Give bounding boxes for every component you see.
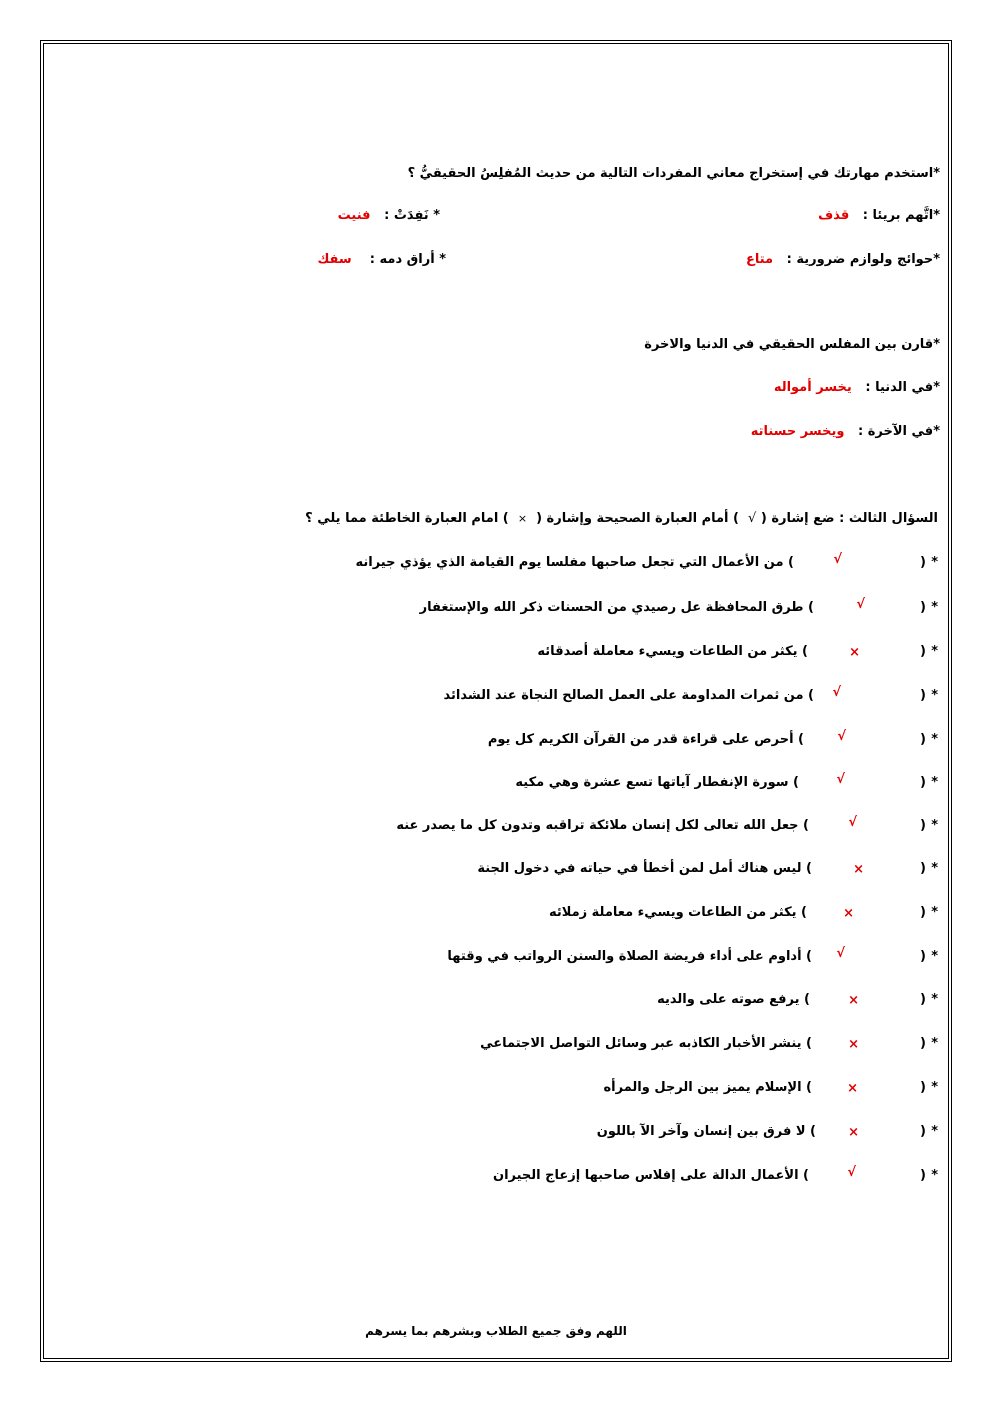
bullet-star: * xyxy=(931,949,938,964)
vocab-answer: قذف xyxy=(818,208,850,223)
close-paren: ) xyxy=(801,949,812,964)
close-paren: ) xyxy=(793,732,804,747)
check-symbol: √ xyxy=(748,511,757,526)
close-paren: ) xyxy=(805,1124,816,1139)
check-mark-icon: √ xyxy=(833,552,842,567)
close-paren: ) xyxy=(797,644,808,659)
open-paren: ( xyxy=(920,818,926,833)
open-paren: ( xyxy=(920,555,926,570)
vocab-term: *حوائج ولوازم ضرورية : xyxy=(786,252,940,267)
statement-text xyxy=(493,1168,809,1183)
statement-text xyxy=(537,644,808,659)
vocab-term: * نَفِدَتْ : xyxy=(384,208,440,223)
close-paren: ) xyxy=(803,688,814,703)
statement-label: يكثر من الطاعات ويسيء معاملة أصدقائه xyxy=(537,644,798,659)
compare-label: *في الآخرة : xyxy=(858,424,940,439)
statement-label: يكثر من الطاعات ويسيء معاملة زملائه xyxy=(548,905,797,920)
close-paren: ) xyxy=(783,555,794,570)
close-paren: ) xyxy=(801,1036,812,1051)
close-paren: ) xyxy=(803,600,814,615)
vocab-question: *استخدم مهارتك في إستخراج معاني المفردات التالية من حديث المُفلِسُ الحقيقيُّ ؟ xyxy=(407,166,940,181)
bullet-star: * xyxy=(931,861,938,876)
statement-label: الأعمال الدالة على إفلاس صاحبها إزعاج الجيران xyxy=(492,1168,799,1183)
bullet-star: * xyxy=(931,1124,938,1139)
statement-label: أداوم على أداء فريضة الصلاة والسنن الرواتب في وقتها xyxy=(447,949,802,964)
vocab-item-3 xyxy=(746,252,940,267)
open-paren: ( xyxy=(920,688,926,703)
cross-mark-icon: × xyxy=(847,1081,858,1096)
statement-label: أحرص على قراءة قدر من القرآن الكريم كل يوم xyxy=(487,732,794,747)
statement-label: جعل الله تعالى لكل إنسان ملائكة تراقبه وتدون كل ما يصدر عنه xyxy=(396,818,799,833)
close-paren: ) xyxy=(798,1168,809,1183)
close-paren: ) xyxy=(801,861,812,876)
open-paren: ( xyxy=(920,861,926,876)
statement-text xyxy=(356,555,795,570)
open-paren: ( xyxy=(920,905,926,920)
statement-text xyxy=(597,1124,816,1139)
statement-label: لا فرق بين إنسان وآخر الآ باللون xyxy=(596,1124,806,1139)
vocab-item-2 xyxy=(338,208,440,223)
cross-mark-icon: × xyxy=(848,1125,859,1140)
cross-mark-icon: × xyxy=(849,645,860,660)
compare-answer: ويخسر حسناته xyxy=(750,424,845,439)
statement-label: يرفع صوته على والديه xyxy=(657,992,800,1007)
check-mark-icon: √ xyxy=(836,946,845,961)
check-mark-icon: √ xyxy=(836,772,845,787)
check-mark-icon: √ xyxy=(837,729,846,744)
statement-text xyxy=(549,905,807,920)
bullet-star: * xyxy=(931,688,938,703)
compare-item-dunya xyxy=(774,380,940,395)
check-mark-icon: √ xyxy=(832,685,841,700)
close-paren: ) xyxy=(799,992,810,1007)
bullet-star: * xyxy=(931,600,938,615)
statement-label: من ثمرات المداومة على العمل الصالح النجاة عند الشدائد xyxy=(443,688,804,703)
open-paren: ( xyxy=(920,1168,926,1183)
cross-mark-icon: × xyxy=(848,1037,859,1052)
statement-text xyxy=(515,775,799,790)
bullet-star: * xyxy=(931,732,938,747)
cross-mark-icon: × xyxy=(848,993,859,1008)
vocab-answer: سفك xyxy=(317,252,352,267)
open-paren: ( xyxy=(920,1080,926,1095)
close-paren: ) xyxy=(798,818,809,833)
bullet-star: * xyxy=(931,992,938,1007)
statement-label: سورة الإنفطار آياتها تسع عشرة وهي مكيه xyxy=(515,775,789,790)
bullet-star: * xyxy=(931,1036,938,1051)
compare-answer: يخسر أمواله xyxy=(773,380,852,395)
truefalse-question: السؤال الثالث : ضع إشارة ( √ ) أمام العبارة الصحيحة وإشارة ( × ) امام العبارة الخاطئة مما يلي ؟ xyxy=(305,511,938,526)
close-paren: ) xyxy=(796,905,807,920)
statement-label: ليس هناك أمل لمن أخطأ في حياته في دخول الجنة xyxy=(477,861,802,876)
close-paren: ) xyxy=(788,775,799,790)
check-mark-icon: √ xyxy=(848,815,857,830)
vocab-term: *اتَّهم بريئا : xyxy=(862,208,940,223)
bullet-star: * xyxy=(931,775,938,790)
vocab-item-1 xyxy=(818,208,940,223)
statement-text xyxy=(396,818,809,833)
bullet-star: * xyxy=(931,818,938,833)
statement-text xyxy=(488,732,804,747)
statement-text xyxy=(657,992,810,1007)
bullet-star: * xyxy=(931,555,938,570)
vocab-answer: متاع xyxy=(745,252,774,267)
open-paren: ( xyxy=(920,732,926,747)
open-paren: ( xyxy=(920,644,926,659)
statement-text xyxy=(444,688,814,703)
statement-label: ينشر الأخبار الكاذبه عبر وسائل التواصل الاجتماعي xyxy=(480,1036,802,1051)
open-paren: ( xyxy=(920,1124,926,1139)
statement-label: طرق المحافظة عل رصيدي من الحسنات ذكر الله والإستغفار xyxy=(419,600,804,615)
compare-item-akhira xyxy=(751,424,940,439)
vocab-term: * أراق دمه : xyxy=(369,252,446,267)
open-paren: ( xyxy=(920,600,926,615)
vocab-answer: فنيت xyxy=(337,208,371,223)
statement-label: الإسلام يميز بين الرجل والمرأه xyxy=(603,1080,802,1095)
cross-mark-icon: × xyxy=(843,906,854,921)
open-paren: ( xyxy=(920,992,926,1007)
statement-text xyxy=(447,949,812,964)
statement-text xyxy=(477,861,812,876)
footer-prayer: اللهم وفق جميع الطلاب وبشرهم بما يسرهم xyxy=(365,1324,627,1338)
cross-mark-icon: × xyxy=(853,862,864,877)
compare-label: *في الدنيا : xyxy=(865,380,940,395)
check-mark-icon: √ xyxy=(847,1165,856,1180)
check-mark-icon: √ xyxy=(856,597,865,612)
bullet-star: * xyxy=(931,1080,938,1095)
bullet-star: * xyxy=(931,644,938,659)
bullet-star: * xyxy=(931,905,938,920)
open-paren: ( xyxy=(920,949,926,964)
open-paren: ( xyxy=(920,1036,926,1051)
compare-question: *قارن بين المفلس الحقيقي في الدنيا والاخرة xyxy=(644,337,940,352)
bullet-star: * xyxy=(931,1168,938,1183)
statement-text xyxy=(480,1036,812,1051)
statement-label: من الأعمال التي تجعل صاحبها مفلسا يوم القيامة الذي يؤذي جيرانه xyxy=(355,555,784,570)
cross-symbol: × xyxy=(517,512,528,525)
open-paren: ( xyxy=(920,775,926,790)
vocab-item-4 xyxy=(317,252,446,267)
statement-text xyxy=(603,1080,812,1095)
statement-text xyxy=(420,600,814,615)
close-paren: ) xyxy=(801,1080,812,1095)
